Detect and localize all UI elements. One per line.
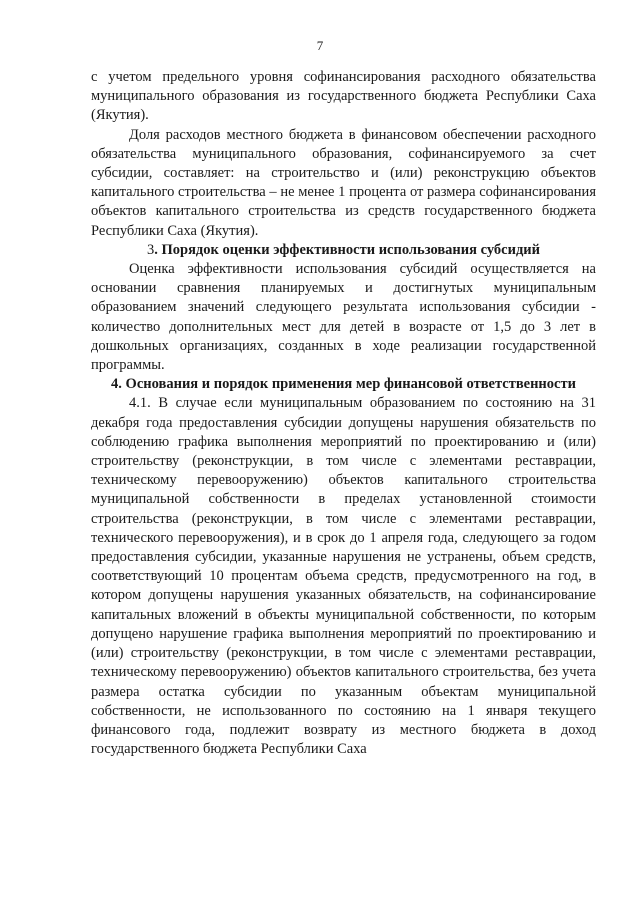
paragraph-4-1: 4.1. В случае если муниципальным образованием по состоянию на 31 декабря года предоставления субсидии допущены нарушения обязательств по соблюдению графика выполнения мероприятий по проектированию и (или) строительству (реконструкции, в том числе с элементами реставрации, техническому перевооружению) объектов капитального строительства муниципальной собственности в пределах установленной стоимости строительства (реконструкции, в том числе с элементами реставрации, технического перевооружения), и в срок до 1 апреля года, следующего за годом предоставления субсидии, указанные нарушения не устранены, объем средств, соответствующий 10 процентам объема средств, предусмотренного на год, в котором допущены нарушения указанных обязательств, на софинансирование капитальных вложений в объекты муниципальной собственности, по которым допущено нарушение графика выполнения мероприятий по проектированию и (или) строительству (реконструкции, в том числе с элементами реставрации, техническому перевооружению) объектов капитального строительства, без учета размера остатка субсидии по указанным объектам муниципальной собственности, не использованного по состоянию на 1 января текущего финансового года, подлежит возврату из местного бюджета в доход государственного бюджета Республики Саха: [91, 395, 596, 758]
section-4-heading: 4. Основания и порядок применения мер финансовой ответственности: [111, 376, 576, 393]
document-body: [91, 68, 596, 759]
section-3-number: 3: [146, 241, 155, 258]
section-3-title: . Порядок оценки эффективности использования субсидий: [154, 241, 540, 258]
page-number: 7: [316, 38, 324, 53]
section-3-heading: [91, 241, 596, 260]
paragraph-intro-continuation: с учетом предельного уровня софинансирования расходного обязательства муниципального образования из государственного бюджета Республики Саха (Якутия).: [91, 69, 596, 124]
paragraph-efficiency-evaluation: Оценка эффективности использования субсидий осуществляется на основании сравнения планируемых и достигнутых муниципальным образованием значений следующего результата использования субсидии - количество дополнительных мест для детей в возрасте от 1,5 до 3 лет в дошкольных организациях, созданных в ходе реализации государственной программы.: [91, 261, 596, 374]
paragraph-budget-share: Доля расходов местного бюджета в финансовом обеспечении расходного обязательства муниципального образования, софинансируемого за счет субсидии, составляет: на строительство и (или) реконструкцию объектов капитального строительства – не менее 1 процента от размера софинансирования объектов капитального строительства из средств государственного бюджета Республики Саха (Якутия).: [91, 126, 596, 239]
